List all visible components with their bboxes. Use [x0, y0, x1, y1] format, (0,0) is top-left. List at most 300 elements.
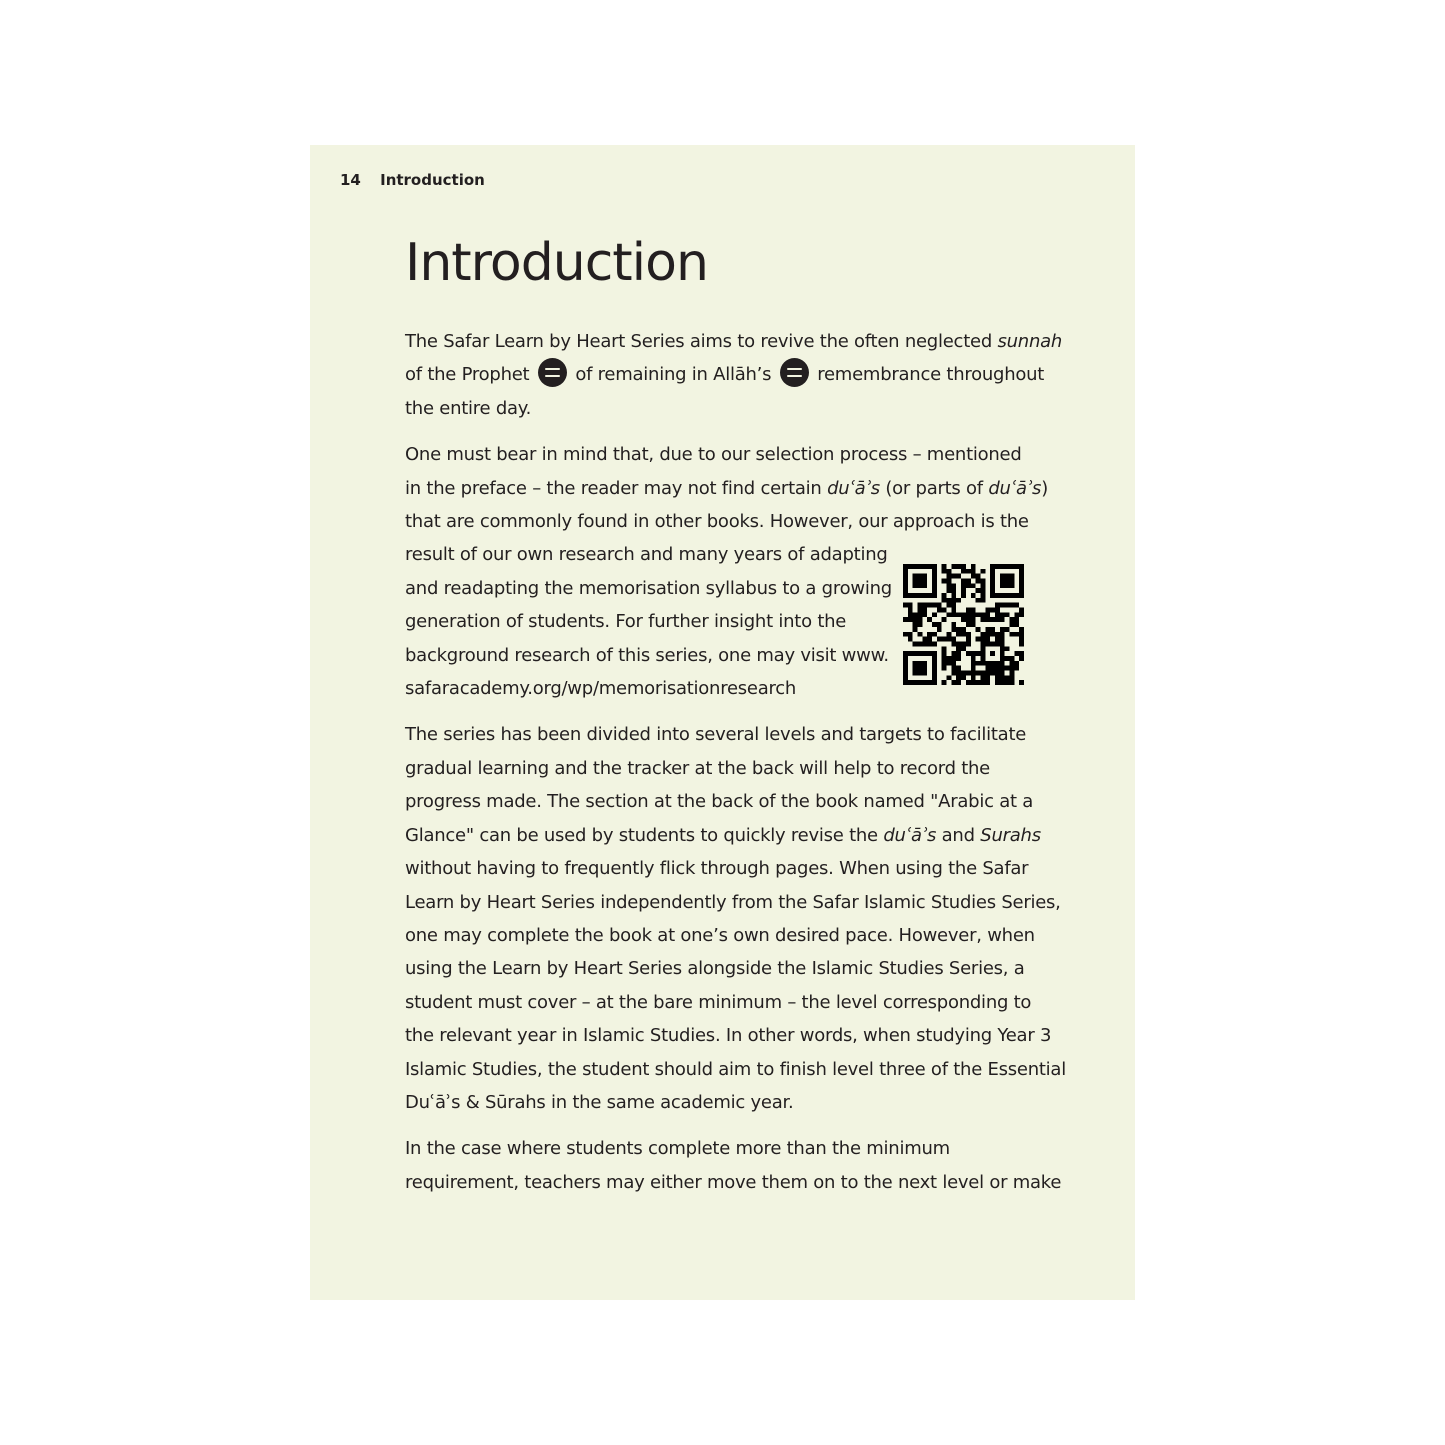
qr-module	[1000, 574, 1005, 579]
qr-module	[961, 588, 966, 593]
page-title: Introduction	[405, 233, 708, 293]
qr-module	[961, 579, 966, 584]
qr-module	[1000, 579, 1005, 584]
qr-module	[918, 564, 923, 569]
qr-module	[1019, 579, 1024, 584]
qr-module	[966, 622, 971, 627]
qr-module	[1014, 651, 1019, 656]
qr-module	[956, 651, 961, 656]
qr-module	[908, 680, 913, 685]
qr-module	[927, 632, 932, 637]
qr-module	[922, 608, 927, 613]
qr-module	[1019, 574, 1024, 579]
qr-module	[932, 666, 937, 671]
qr-module	[922, 603, 927, 608]
qr-module	[985, 637, 990, 642]
qr-module	[913, 670, 918, 675]
qr-module	[1005, 675, 1010, 680]
qr-module	[918, 593, 923, 598]
text-line: The Safar Learn by Heart Series aims to revive the often neglected sunnah	[405, 331, 1063, 352]
text-line: Glance" can be used by students to quickly revise the duʿāʾs and Surahs	[405, 824, 1041, 846]
text-line: gradual learning and the tracker at the back will help to record the	[405, 757, 991, 779]
text-line: requirement, teachers may either move them on to the next level or make	[405, 1171, 1062, 1193]
qr-module	[951, 637, 956, 642]
qr-module	[1014, 661, 1019, 666]
qr-module	[918, 670, 923, 675]
qr-module	[927, 641, 932, 646]
qr-module	[995, 637, 1000, 642]
text-line: Duʿāʾs & Sūrahs in the same academic year.	[405, 1091, 794, 1113]
qr-module	[918, 680, 923, 685]
qr-module	[1000, 564, 1005, 569]
qr-module	[990, 661, 995, 666]
qr-module	[980, 588, 985, 593]
qr-module	[1000, 675, 1005, 680]
qr-module	[913, 564, 918, 569]
qr-module	[903, 564, 908, 569]
qr-module	[971, 622, 976, 627]
qr-module	[961, 670, 966, 675]
qr-module	[995, 612, 1000, 617]
qr-module	[951, 598, 956, 603]
qr-module	[947, 579, 952, 584]
qr-module	[951, 670, 956, 675]
qr-module	[976, 627, 981, 632]
qr-module	[980, 651, 985, 656]
qr-module	[976, 651, 981, 656]
qr-module	[1019, 680, 1024, 685]
qr-module	[903, 651, 908, 656]
qr-module	[922, 641, 927, 646]
qr-module	[1000, 612, 1005, 617]
text-line: student must cover – at the bare minimum – the level corresponding to	[405, 991, 1032, 1013]
qr-module	[1019, 656, 1024, 661]
qr-module	[942, 564, 947, 569]
qr-module	[947, 637, 952, 642]
qr-module	[951, 656, 956, 661]
qr-module	[976, 612, 981, 617]
qr-module	[932, 603, 937, 608]
qr-module	[1014, 593, 1019, 598]
running-header	[340, 171, 485, 189]
qr-module	[951, 583, 956, 588]
qr-module	[956, 574, 961, 579]
qr-module	[1019, 608, 1024, 613]
qr-module	[913, 579, 918, 584]
qr-module	[976, 670, 981, 675]
qr-module	[951, 641, 956, 646]
qr-module	[961, 612, 966, 617]
page-number: 14	[340, 171, 361, 189]
qr-module	[913, 651, 918, 656]
qr-module	[932, 583, 937, 588]
qr-module	[922, 661, 927, 666]
qr-module	[956, 641, 961, 646]
qr-module	[903, 579, 908, 584]
qr-module	[903, 670, 908, 675]
qr-module	[918, 622, 923, 627]
qr-module	[1014, 612, 1019, 617]
body-text	[405, 325, 1066, 1212]
qr-module	[1009, 593, 1014, 598]
qr-module	[1005, 583, 1010, 588]
qr-module	[922, 680, 927, 685]
qr-module	[951, 564, 956, 569]
qr-module	[985, 666, 990, 671]
qr-module	[932, 641, 937, 646]
qr-module	[961, 617, 966, 622]
text-line: result of our own research and many years of adapting	[405, 544, 888, 566]
text-line: of the Prophet of remaining in Allāh’s remembrance throughout	[405, 358, 1040, 391]
qr-module	[956, 656, 961, 661]
text-line: in the preface – the reader may not find certain duʿāʾs (or parts of duʿāʾs)	[405, 477, 1048, 499]
qr-module	[1014, 564, 1019, 569]
qr-module	[976, 579, 981, 584]
qr-module	[937, 637, 942, 642]
qr-module	[918, 641, 923, 646]
qr-module	[942, 651, 947, 656]
paragraph-4	[405, 1132, 1062, 1199]
qr-module	[1009, 583, 1014, 588]
qr-module	[947, 569, 952, 574]
qr-module	[1005, 574, 1010, 579]
qr-module	[1009, 670, 1014, 675]
qr-module	[942, 598, 947, 603]
qr-module	[980, 656, 985, 661]
qr-module	[985, 627, 990, 632]
qr-module	[908, 603, 913, 608]
qr-module	[951, 651, 956, 656]
qr-module	[971, 612, 976, 617]
text-line: that are commonly found in other books. However, our approach is the	[405, 511, 1029, 533]
qr-module	[985, 632, 990, 637]
qr-module	[980, 569, 985, 574]
qr-module	[995, 632, 1000, 637]
qr-module	[927, 593, 932, 598]
qr-module	[966, 583, 971, 588]
qr-module	[1000, 632, 1005, 637]
qr-module	[951, 622, 956, 627]
qr-module	[990, 608, 995, 613]
qr-module	[971, 675, 976, 680]
qr-module	[903, 632, 908, 637]
qr-module	[956, 646, 961, 651]
text-line: using the Learn by Heart Series alongside the Islamic Studies Series, a	[405, 958, 1025, 980]
qr-module	[1005, 593, 1010, 598]
qr-module	[1014, 666, 1019, 671]
qr-module	[966, 641, 971, 646]
qr-module	[990, 579, 995, 584]
qr-module	[937, 608, 942, 613]
qr-module	[903, 680, 908, 685]
qr-module	[1014, 622, 1019, 627]
qr-module	[1000, 651, 1005, 656]
qr-module	[937, 627, 942, 632]
qr-module	[1009, 603, 1014, 608]
qr-module	[985, 612, 990, 617]
qr-module	[980, 637, 985, 642]
qr-module	[1000, 617, 1005, 622]
qr-module	[947, 656, 952, 661]
qr-module	[966, 608, 971, 613]
qr-module	[1009, 680, 1014, 685]
qr-module	[947, 583, 952, 588]
qr-module	[971, 593, 976, 598]
qr-module	[927, 603, 932, 608]
qr-module	[1009, 617, 1014, 622]
qr-module	[942, 680, 947, 685]
qr-module	[995, 675, 1000, 680]
qr-module	[1019, 627, 1024, 632]
qr-module	[913, 583, 918, 588]
qr-module	[1005, 656, 1010, 661]
qr-module	[990, 670, 995, 675]
qr-module	[966, 632, 971, 637]
qr-module	[913, 680, 918, 685]
qr-module	[971, 670, 976, 675]
qr-module	[942, 661, 947, 666]
qr-module	[985, 641, 990, 646]
qr-module	[922, 574, 927, 579]
qr-module	[922, 583, 927, 588]
qr-module	[990, 593, 995, 598]
qr-module	[1009, 632, 1014, 637]
qr-module	[1005, 627, 1010, 632]
qr-module	[1019, 612, 1024, 617]
section-title: Introduction	[380, 171, 485, 189]
qr-module	[995, 608, 1000, 613]
qr-module	[1000, 670, 1005, 675]
qr-module	[918, 661, 923, 666]
qr-module	[947, 598, 952, 603]
qr-module	[1014, 632, 1019, 637]
qr-module	[922, 651, 927, 656]
qr-module	[922, 564, 927, 569]
qr-module	[932, 632, 937, 637]
qr-module	[951, 680, 956, 685]
qr-module	[995, 666, 1000, 671]
qr-module	[990, 632, 995, 637]
qr-module	[1009, 666, 1014, 671]
qr-module	[918, 603, 923, 608]
qr-module	[956, 612, 961, 617]
qr-module	[913, 612, 918, 617]
qr-module	[1005, 564, 1010, 569]
qr-module	[980, 617, 985, 622]
qr-module	[903, 661, 908, 666]
text-line: one may complete the book at one’s own desired pace. However, when	[405, 924, 1035, 946]
qr-module	[922, 612, 927, 617]
qr-module	[1005, 666, 1010, 671]
qr-module	[918, 608, 923, 613]
qr-module	[966, 569, 971, 574]
qr-module	[1000, 627, 1005, 632]
qr-module	[947, 632, 952, 637]
qr-module	[1009, 675, 1014, 680]
qr-module	[995, 641, 1000, 646]
qr-module	[980, 583, 985, 588]
text-line: progress made. The section at the back of the book named "Arabic at a	[405, 791, 1034, 813]
qr-module	[971, 651, 976, 656]
qr-module	[995, 670, 1000, 675]
qr-module	[903, 617, 908, 622]
glorification-seal-icon	[780, 358, 809, 387]
qr-module	[995, 593, 1000, 598]
qr-module	[995, 661, 1000, 666]
qr-module	[985, 608, 990, 613]
qr-module	[913, 627, 918, 632]
qr-module	[1009, 656, 1014, 661]
qr-module	[942, 608, 947, 613]
qr-module	[932, 574, 937, 579]
text-line: and readapting the memorisation syllabus to a growing	[405, 577, 892, 599]
qr-module	[1005, 612, 1010, 617]
qr-module	[942, 569, 947, 574]
qr-module	[956, 680, 961, 685]
qr-module	[918, 617, 923, 622]
qr-module	[951, 588, 956, 593]
qr-code-icon[interactable]	[903, 564, 1024, 685]
qr-module	[932, 675, 937, 680]
qr-module	[956, 564, 961, 569]
text-line: Learn by Heart Series independently from the Safar Islamic Studies Series,	[405, 891, 1061, 913]
qr-module	[1019, 569, 1024, 574]
qr-module	[913, 666, 918, 671]
qr-module	[903, 656, 908, 661]
qr-module	[956, 666, 961, 671]
qr-module	[1000, 641, 1005, 646]
qr-module	[990, 651, 995, 656]
qr-module	[961, 632, 966, 637]
qr-module	[913, 641, 918, 646]
paragraph-3	[405, 718, 1066, 1119]
qr-module	[908, 632, 913, 637]
qr-module	[932, 612, 937, 617]
qr-module	[903, 603, 908, 608]
qr-module	[942, 579, 947, 584]
qr-module	[942, 666, 947, 671]
qr-module	[976, 588, 981, 593]
qr-module	[985, 680, 990, 685]
qr-module	[971, 569, 976, 574]
qr-module	[937, 603, 942, 608]
text-line: Islamic Studies, the student should aim to finish level three of the Essential	[405, 1058, 1066, 1080]
qr-module	[971, 666, 976, 671]
qr-module	[961, 627, 966, 632]
qr-module	[947, 661, 952, 666]
qr-module	[995, 564, 1000, 569]
qr-module	[942, 617, 947, 622]
qr-module	[990, 564, 995, 569]
qr-module	[927, 651, 932, 656]
qr-module	[942, 593, 947, 598]
qr-module	[932, 593, 937, 598]
qr-module	[908, 564, 913, 569]
text-line: One must bear in mind that, due to our selection process – mentioned	[405, 444, 1022, 466]
qr-module	[990, 588, 995, 593]
qr-module	[913, 574, 918, 579]
qr-module	[980, 675, 985, 680]
qr-module	[961, 569, 966, 574]
qr-module	[980, 593, 985, 598]
qr-module	[1000, 661, 1005, 666]
qr-module	[908, 617, 913, 622]
qr-module	[1000, 603, 1005, 608]
book-page	[310, 145, 1135, 1300]
qr-module	[990, 569, 995, 574]
qr-module	[980, 641, 985, 646]
qr-module	[1005, 579, 1010, 584]
qr-module	[922, 666, 927, 671]
qr-module	[1014, 603, 1019, 608]
text-line: the relevant year in Islamic Studies. In other words, when studying Year 3	[405, 1025, 1052, 1047]
qr-module	[947, 588, 952, 593]
qr-module	[1000, 646, 1005, 651]
qr-module	[918, 583, 923, 588]
qr-module	[956, 598, 961, 603]
qr-module	[961, 646, 966, 651]
qr-module	[1019, 564, 1024, 569]
qr-module	[932, 680, 937, 685]
qr-module	[951, 593, 956, 598]
qr-module	[976, 637, 981, 642]
qr-module	[980, 680, 985, 685]
qr-module	[956, 627, 961, 632]
qr-module	[908, 637, 913, 642]
qr-module	[971, 617, 976, 622]
qr-module	[976, 661, 981, 666]
qr-module	[903, 583, 908, 588]
qr-module	[985, 617, 990, 622]
qr-module	[913, 661, 918, 666]
qr-module	[932, 569, 937, 574]
qr-module	[1019, 632, 1024, 637]
qr-module	[1000, 637, 1005, 642]
qr-module	[947, 603, 952, 608]
qr-module	[971, 680, 976, 685]
qr-module	[971, 661, 976, 666]
qr-module	[903, 574, 908, 579]
qr-module	[1000, 593, 1005, 598]
qr-module	[961, 675, 966, 680]
qr-module	[913, 622, 918, 627]
research-link[interactable]: safaracademy.org/wp/memorisationresearch	[405, 678, 797, 700]
qr-module	[966, 651, 971, 656]
qr-module	[927, 617, 932, 622]
qr-module	[995, 617, 1000, 622]
qr-module	[951, 608, 956, 613]
qr-module	[976, 598, 981, 603]
qr-module	[961, 641, 966, 646]
qr-module	[990, 574, 995, 579]
qr-module	[918, 666, 923, 671]
qr-module	[956, 632, 961, 637]
qr-module	[1000, 656, 1005, 661]
qr-module	[918, 632, 923, 637]
qr-module	[980, 670, 985, 675]
qr-module	[913, 593, 918, 598]
qr-module	[932, 564, 937, 569]
qr-module	[971, 574, 976, 579]
qr-module	[980, 612, 985, 617]
qr-module	[932, 661, 937, 666]
qr-module	[966, 579, 971, 584]
qr-module	[1019, 651, 1024, 656]
qr-module	[990, 583, 995, 588]
qr-module	[980, 598, 985, 603]
qr-module	[922, 593, 927, 598]
qr-module	[966, 680, 971, 685]
